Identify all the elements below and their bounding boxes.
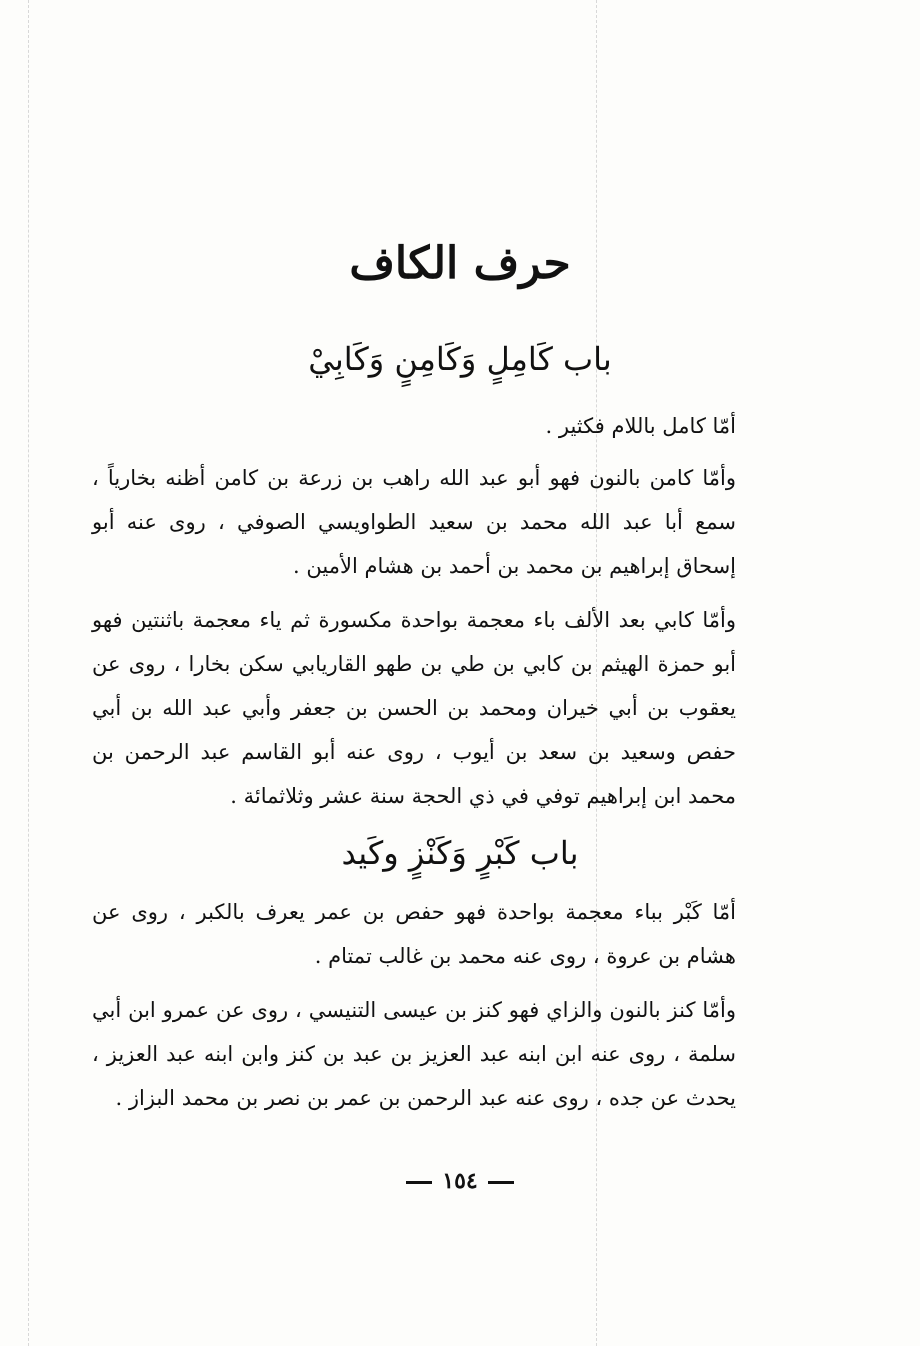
page-fold-line <box>28 0 29 1346</box>
paragraph: أمّا كَبْر بباء معجمة بواحدة فهو حفص بن عمر يعرف بالكبر ، روى عن هشام بن عروة ، روى عنه محمد بن غالب تمتام . <box>92 900 736 968</box>
paragraph: أمّا كامل باللام فكثير . <box>545 414 736 438</box>
dash-decoration <box>406 1181 432 1184</box>
paragraph: وأمّا كنز بالنون والزاي فهو كنز بن عيسى التنيسي ، روى عن عمرو ابن أبي سلمة ، روى عنه ابن ابنه عبد العزيز بن عبد بن كنز وابن ابنه عبد العزيز ، يحدث عن جده ، روى عنه عبد الرحمن بن عمر بن نصر بن محمد البزاز . <box>92 998 736 1110</box>
dash-decoration <box>488 1181 514 1184</box>
paragraph: وأمّا كابي بعد الألف باء معجمة بواحدة مكسورة ثم ياء معجمة باثنتين فهو أبو حمزة الهيثم بن كابي بن طي بن طهو القاريابي سكن بخارا ، روى عن يعقوب بن أبي خيران ومحمد بن الحسن بن جعفر وأبي عبد الله بن أبي حفص وسعيد بن سعد بن أيوب ، روى عنه أبو القاسم عبد الرحمن بن محمد ابن إبراهيم توفي في ذي الحجة سنة عشر وثلاثمائة . <box>92 608 736 808</box>
paragraph: وأمّا كامن بالنون فهو أبو عبد الله راهب بن زرعة بن كامن أظنه بخارياً ، سمع أبا عبد الله محمد بن سعيد الطواويسي الصوفي ، روى عنه أبو إسحاق إبراهيم بن محمد بن أحمد بن هشام الأمين . <box>92 466 736 578</box>
page-number-text: ١٥٤ <box>442 1168 478 1194</box>
chapter-heading: باب كَبْرٍ وَكَنْزٍ وكَيد <box>341 834 579 872</box>
section-title: حرف الكاف <box>349 238 571 289</box>
page-number <box>0 1168 920 1194</box>
chapter-heading: باب كَامِلٍ وَكَامِنٍ وَكَابِيْ <box>308 340 612 378</box>
